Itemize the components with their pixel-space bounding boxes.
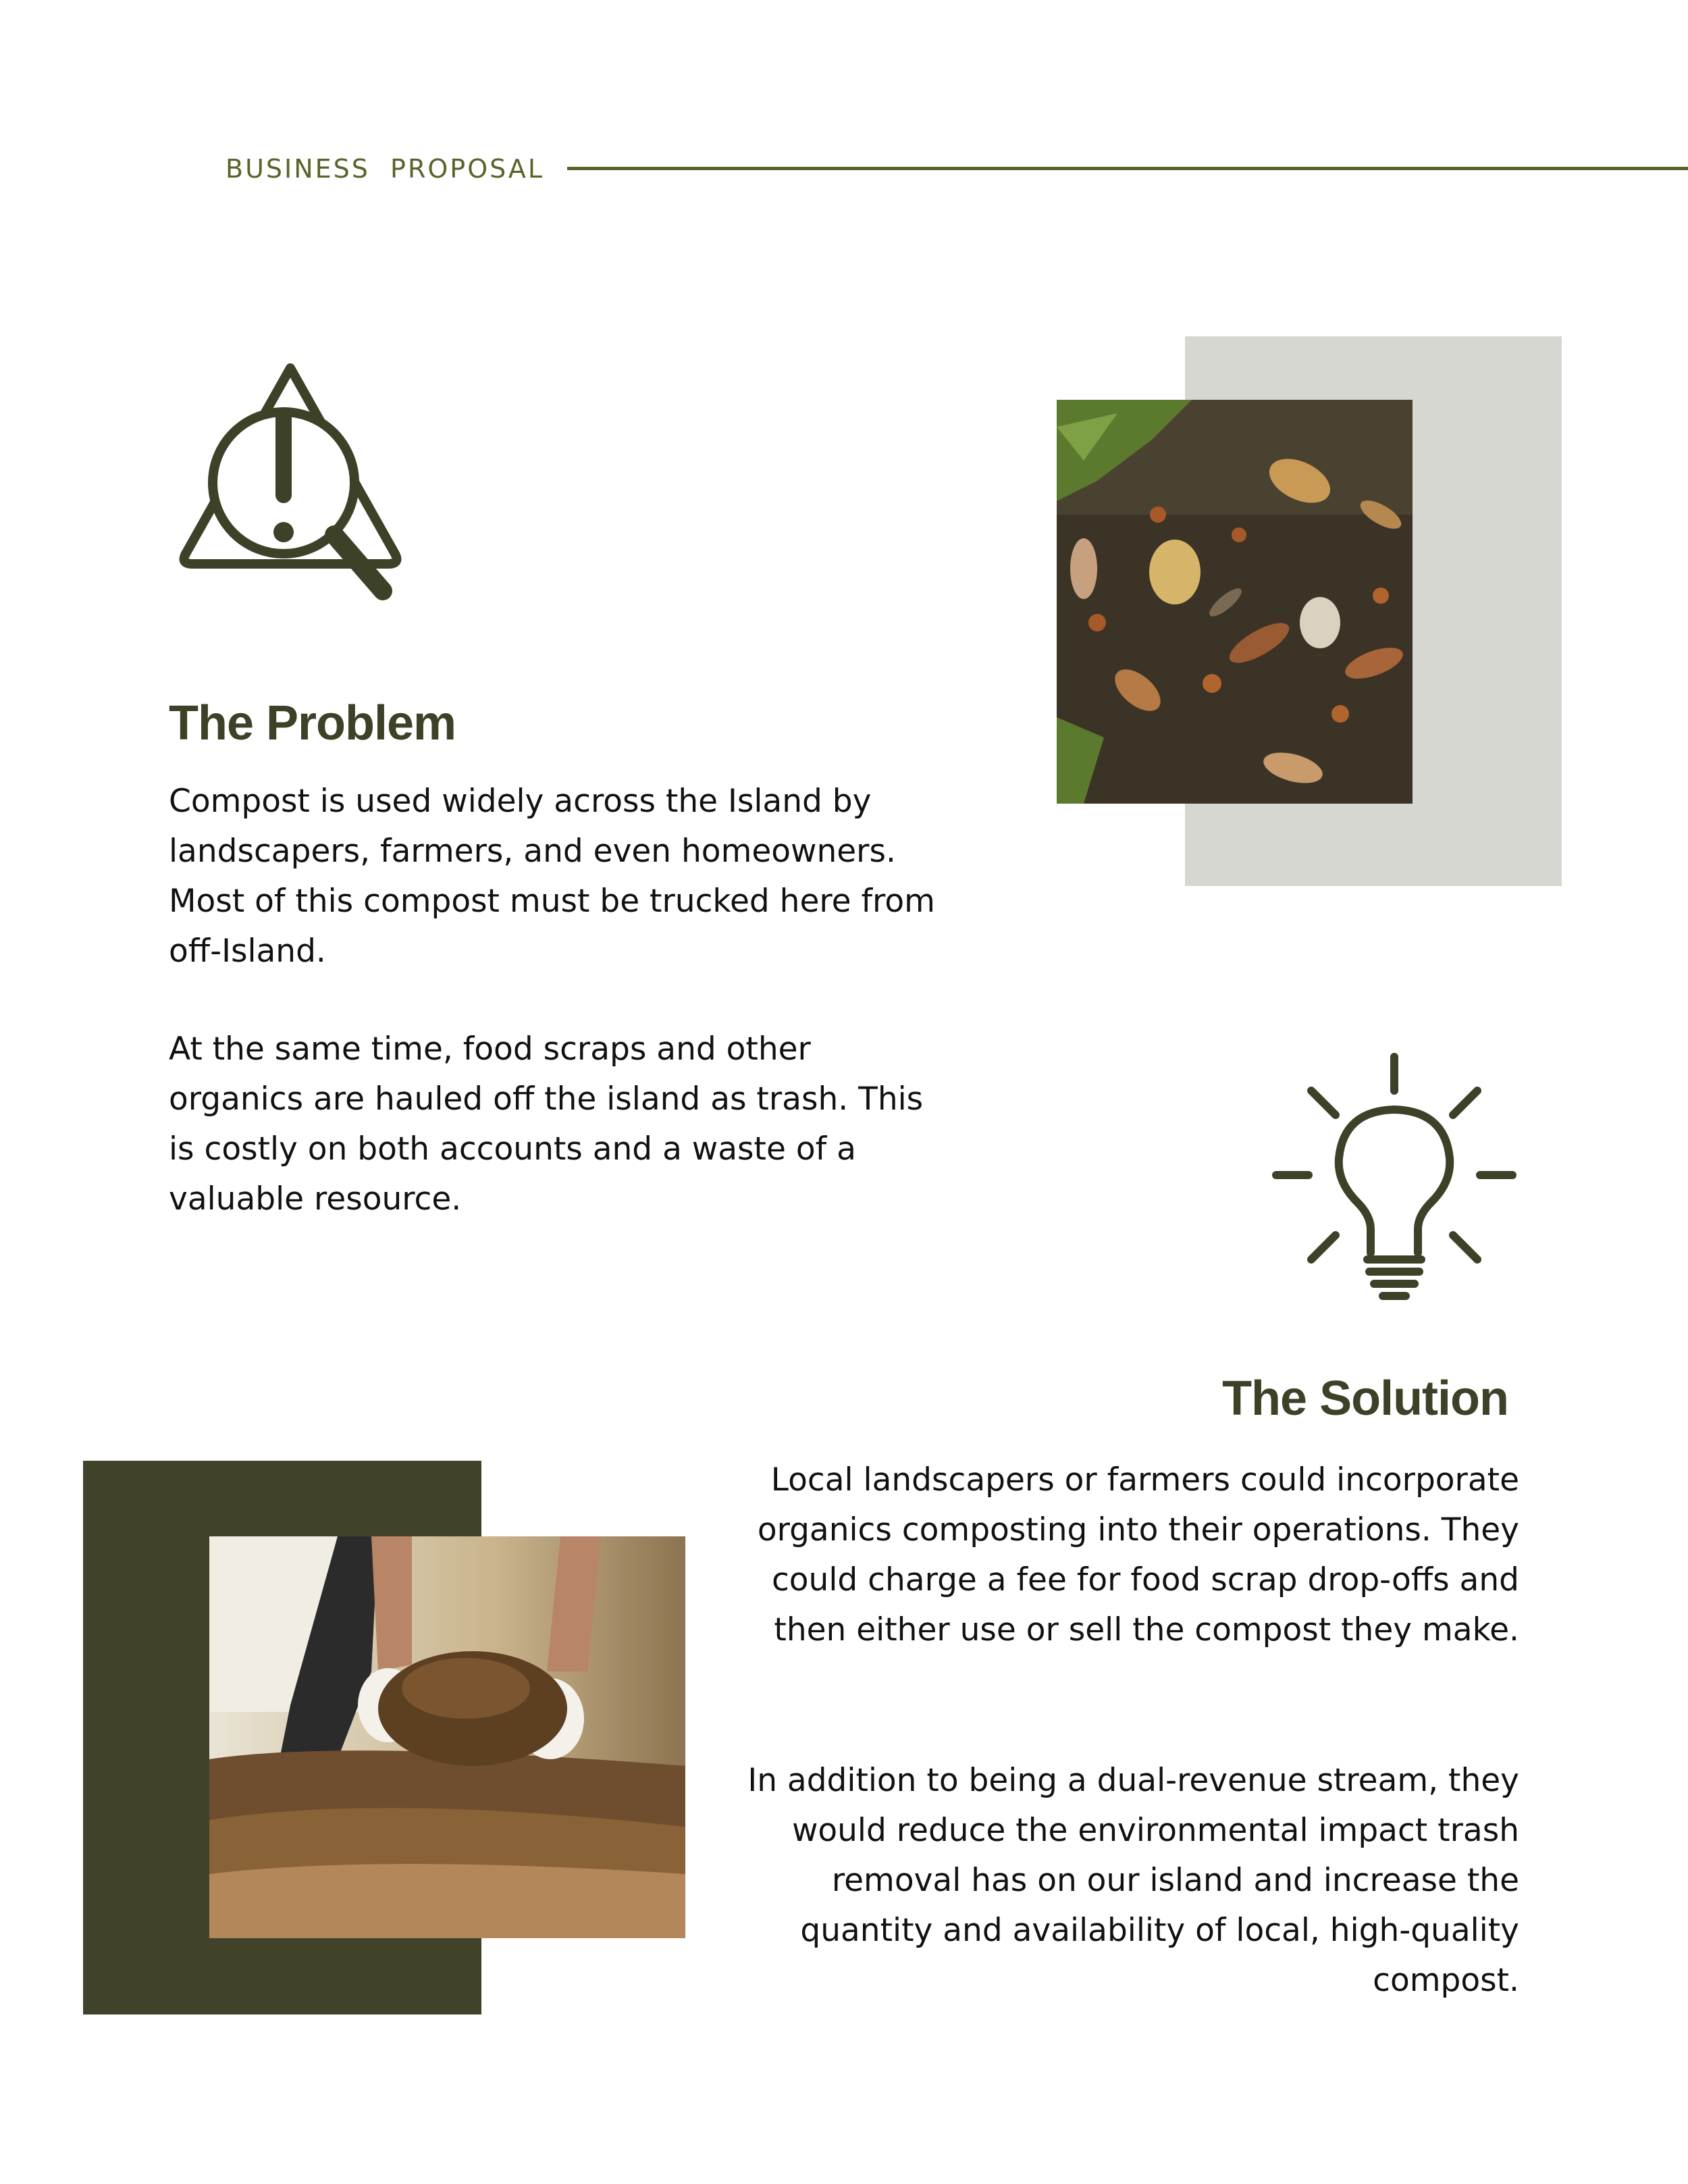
problem-paragraph-2: At the same time, food scraps and other organics are hauled off the island as trash. This is costly on both accounts and a waste of a valuable resource. (169, 1031, 924, 1218)
header-divider (567, 167, 1688, 170)
problem-paragraph-1: Compost is used widely across the Island by landscapers, farmers, and even homeowners. Most of this compost must be trucked here from off-Island. (169, 783, 935, 970)
compost-soil-photo (1057, 400, 1413, 804)
hands-holding-compost-photo (209, 1536, 685, 1938)
solution-paragraph-1: Local landscapers or farmers could incorporate organics composting into their operations. They could charge a fee for food scrap drop-offs and then either use or sell the compost they make. (757, 1461, 1519, 1648)
lightbulb-icon (1269, 1050, 1519, 1307)
solution-heading: The Solution (1222, 1372, 1508, 1426)
header-label: BUSINESS PROPOSAL (226, 154, 545, 184)
solution-paragraph-2: In addition to being a dual-revenue stream, they would reduce the environmental impact trash removal has on our island and increase the quantity and availability of local, high-quality compost. (747, 1762, 1519, 1999)
warning-magnifier-icon (165, 358, 415, 615)
problem-heading: The Problem (169, 696, 456, 750)
